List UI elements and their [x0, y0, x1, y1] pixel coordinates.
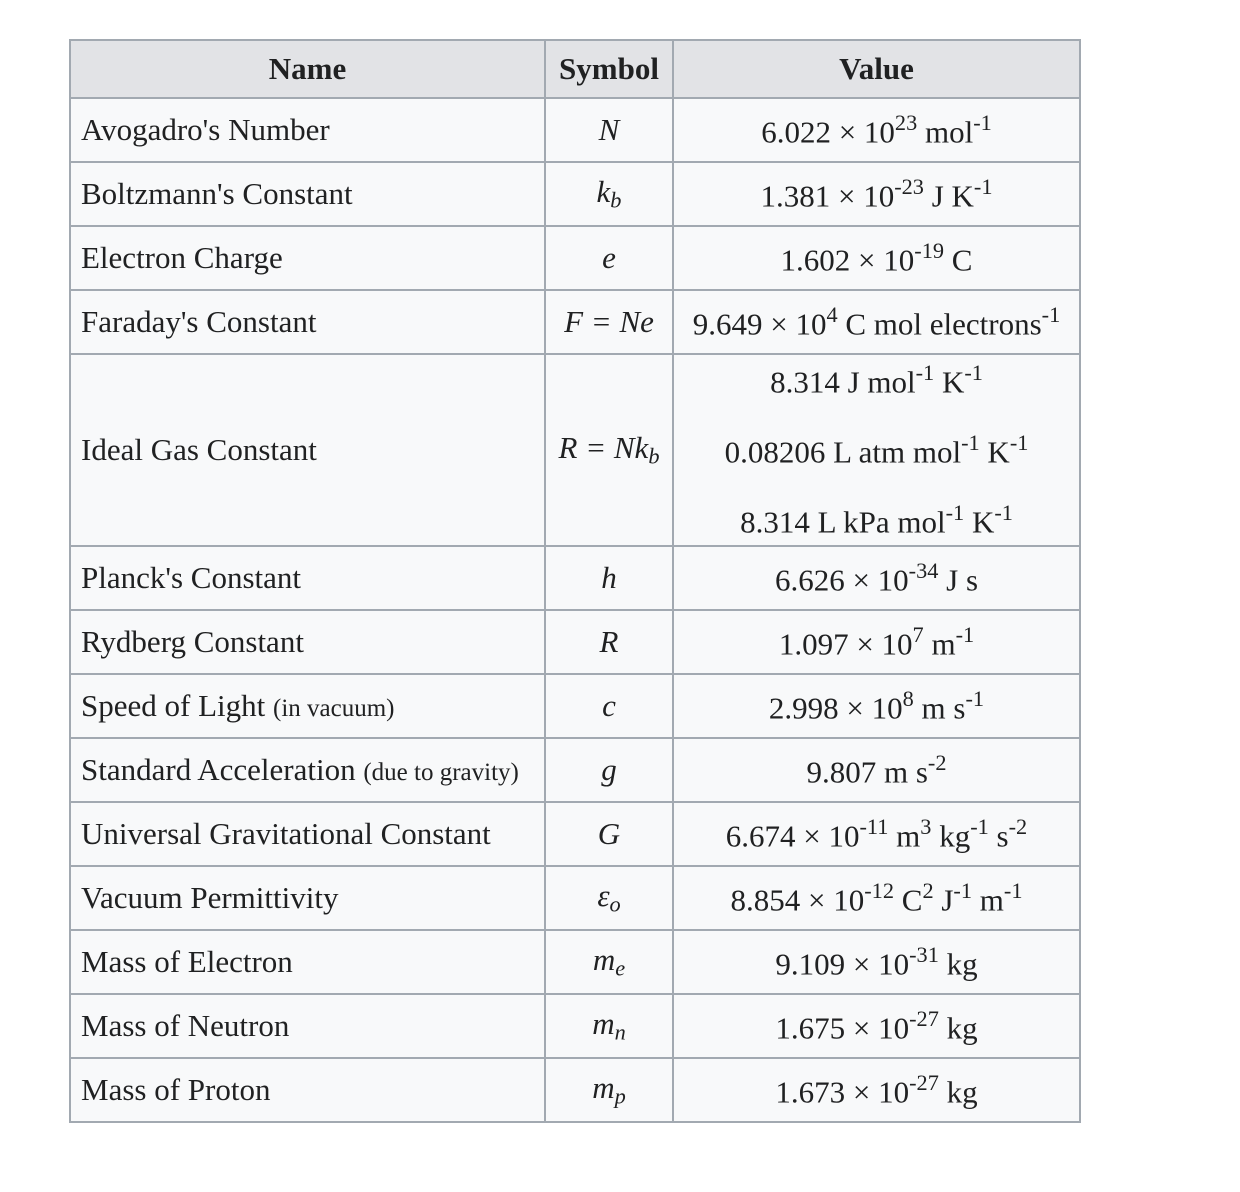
constant-name: Avogadro's Number: [70, 98, 545, 162]
table-row: [70, 610, 1080, 674]
constant-value: $2.998 \times 10^8$ m $s^{-1}$: [673, 674, 1080, 738]
constant-value: $8.854 \times 10^{-12}$ $C^2$ $J^{-1}$ $m^{-1}$: [673, 866, 1080, 930]
constant-symbol: G: [545, 802, 673, 866]
constant-value: $1.381 \times 10^{-23}$ J $K^{-1}$: [673, 162, 1080, 226]
table-row: [70, 546, 1080, 610]
constant-name: Rydberg Constant: [70, 610, 545, 674]
constant-name: Ideal Gas Constant: [70, 354, 545, 546]
constant-symbol: $m_e$: [545, 930, 673, 994]
value-line: 8.314 L kPa mol$^{-1}$ $K^{-1}$: [740, 499, 1013, 539]
constant-symbol: e: [545, 226, 673, 290]
constant-name: Universal Gravitational Constant: [70, 802, 545, 866]
constant-symbol: $m_p$: [545, 1058, 673, 1122]
constant-name: Boltzmann's Constant: [70, 162, 545, 226]
table-row: [70, 1058, 1080, 1122]
constant-symbol: $k_b$: [545, 162, 673, 226]
header-name: Name: [70, 40, 545, 98]
constant-symbol: g: [545, 738, 673, 802]
constant-name: Planck's Constant: [70, 546, 545, 610]
header-symbol: Symbol: [545, 40, 673, 98]
constant-value: $1.602 \times 10^{-19}$ C: [673, 226, 1080, 290]
constant-symbol: $R = Nk_b$: [545, 354, 673, 546]
constant-name: Mass of Electron: [70, 930, 545, 994]
table-row: [70, 866, 1080, 930]
constant-value: [673, 354, 1080, 546]
constant-value: $1.673 \times 10^{-27}$ kg: [673, 1058, 1080, 1122]
constant-value: $1.675 \times 10^{-27}$ kg: [673, 994, 1080, 1058]
table-row: [70, 674, 1080, 738]
constant-name: Vacuum Permittivity: [70, 866, 545, 930]
constant-symbol: R: [545, 610, 673, 674]
constant-value: 9.807 m $s^{-2}$: [673, 738, 1080, 802]
constants-table: [69, 39, 1081, 1123]
name-note: (in vacuum): [273, 695, 395, 722]
table-row: [70, 98, 1080, 162]
constant-name: Speed of Light (in vacuum): [70, 674, 545, 738]
constant-value: $1.097 \times 10^7$ $m^{-1}$: [673, 610, 1080, 674]
name-note: (due to gravity): [363, 759, 519, 786]
constant-symbol: F = Ne: [545, 290, 673, 354]
constant-name: Electron Charge: [70, 226, 545, 290]
header-row: [70, 40, 1080, 98]
constant-symbol: N: [545, 98, 673, 162]
table-row: [70, 930, 1080, 994]
constant-symbol: $\varepsilon_o$: [545, 866, 673, 930]
value-line: 0.08206 L atm mol$^{-1}$ $K^{-1}$: [724, 429, 1029, 470]
constant-name: Mass of Neutron: [70, 994, 545, 1058]
constant-value: $6.626 \times 10^{-34}$ J s: [673, 546, 1080, 610]
table-row: [70, 802, 1080, 866]
constant-name: Faraday's Constant: [70, 290, 545, 354]
constant-name: Standard Acceleration (due to gravity): [70, 738, 545, 802]
constant-value: $6.022 \times 10^{23}$ mol$^{-1}$: [673, 98, 1080, 162]
constant-symbol: c: [545, 674, 673, 738]
header-value: Value: [673, 40, 1080, 98]
table-row: [70, 738, 1080, 802]
table-row: [70, 994, 1080, 1058]
constant-value: $9.109 \times 10^{-31}$ kg: [673, 930, 1080, 994]
table-row: [70, 290, 1080, 354]
constant-symbol: $m_n$: [545, 994, 673, 1058]
table-row: [70, 162, 1080, 226]
constant-value: $6.674 \times 10^{-11}$ $m^3$ $kg^{-1}$ $s^{-2}$: [673, 802, 1080, 866]
constant-value: $9.649 \times 10^4$ C mol electrons$^{-1}$: [673, 290, 1080, 354]
table-row: [70, 354, 1080, 546]
value-line: 8.314 J mol$^{-1}$ $K^{-1}$: [770, 360, 983, 400]
constant-symbol: h: [545, 546, 673, 610]
table-row: [70, 226, 1080, 290]
constant-name: Mass of Proton: [70, 1058, 545, 1122]
